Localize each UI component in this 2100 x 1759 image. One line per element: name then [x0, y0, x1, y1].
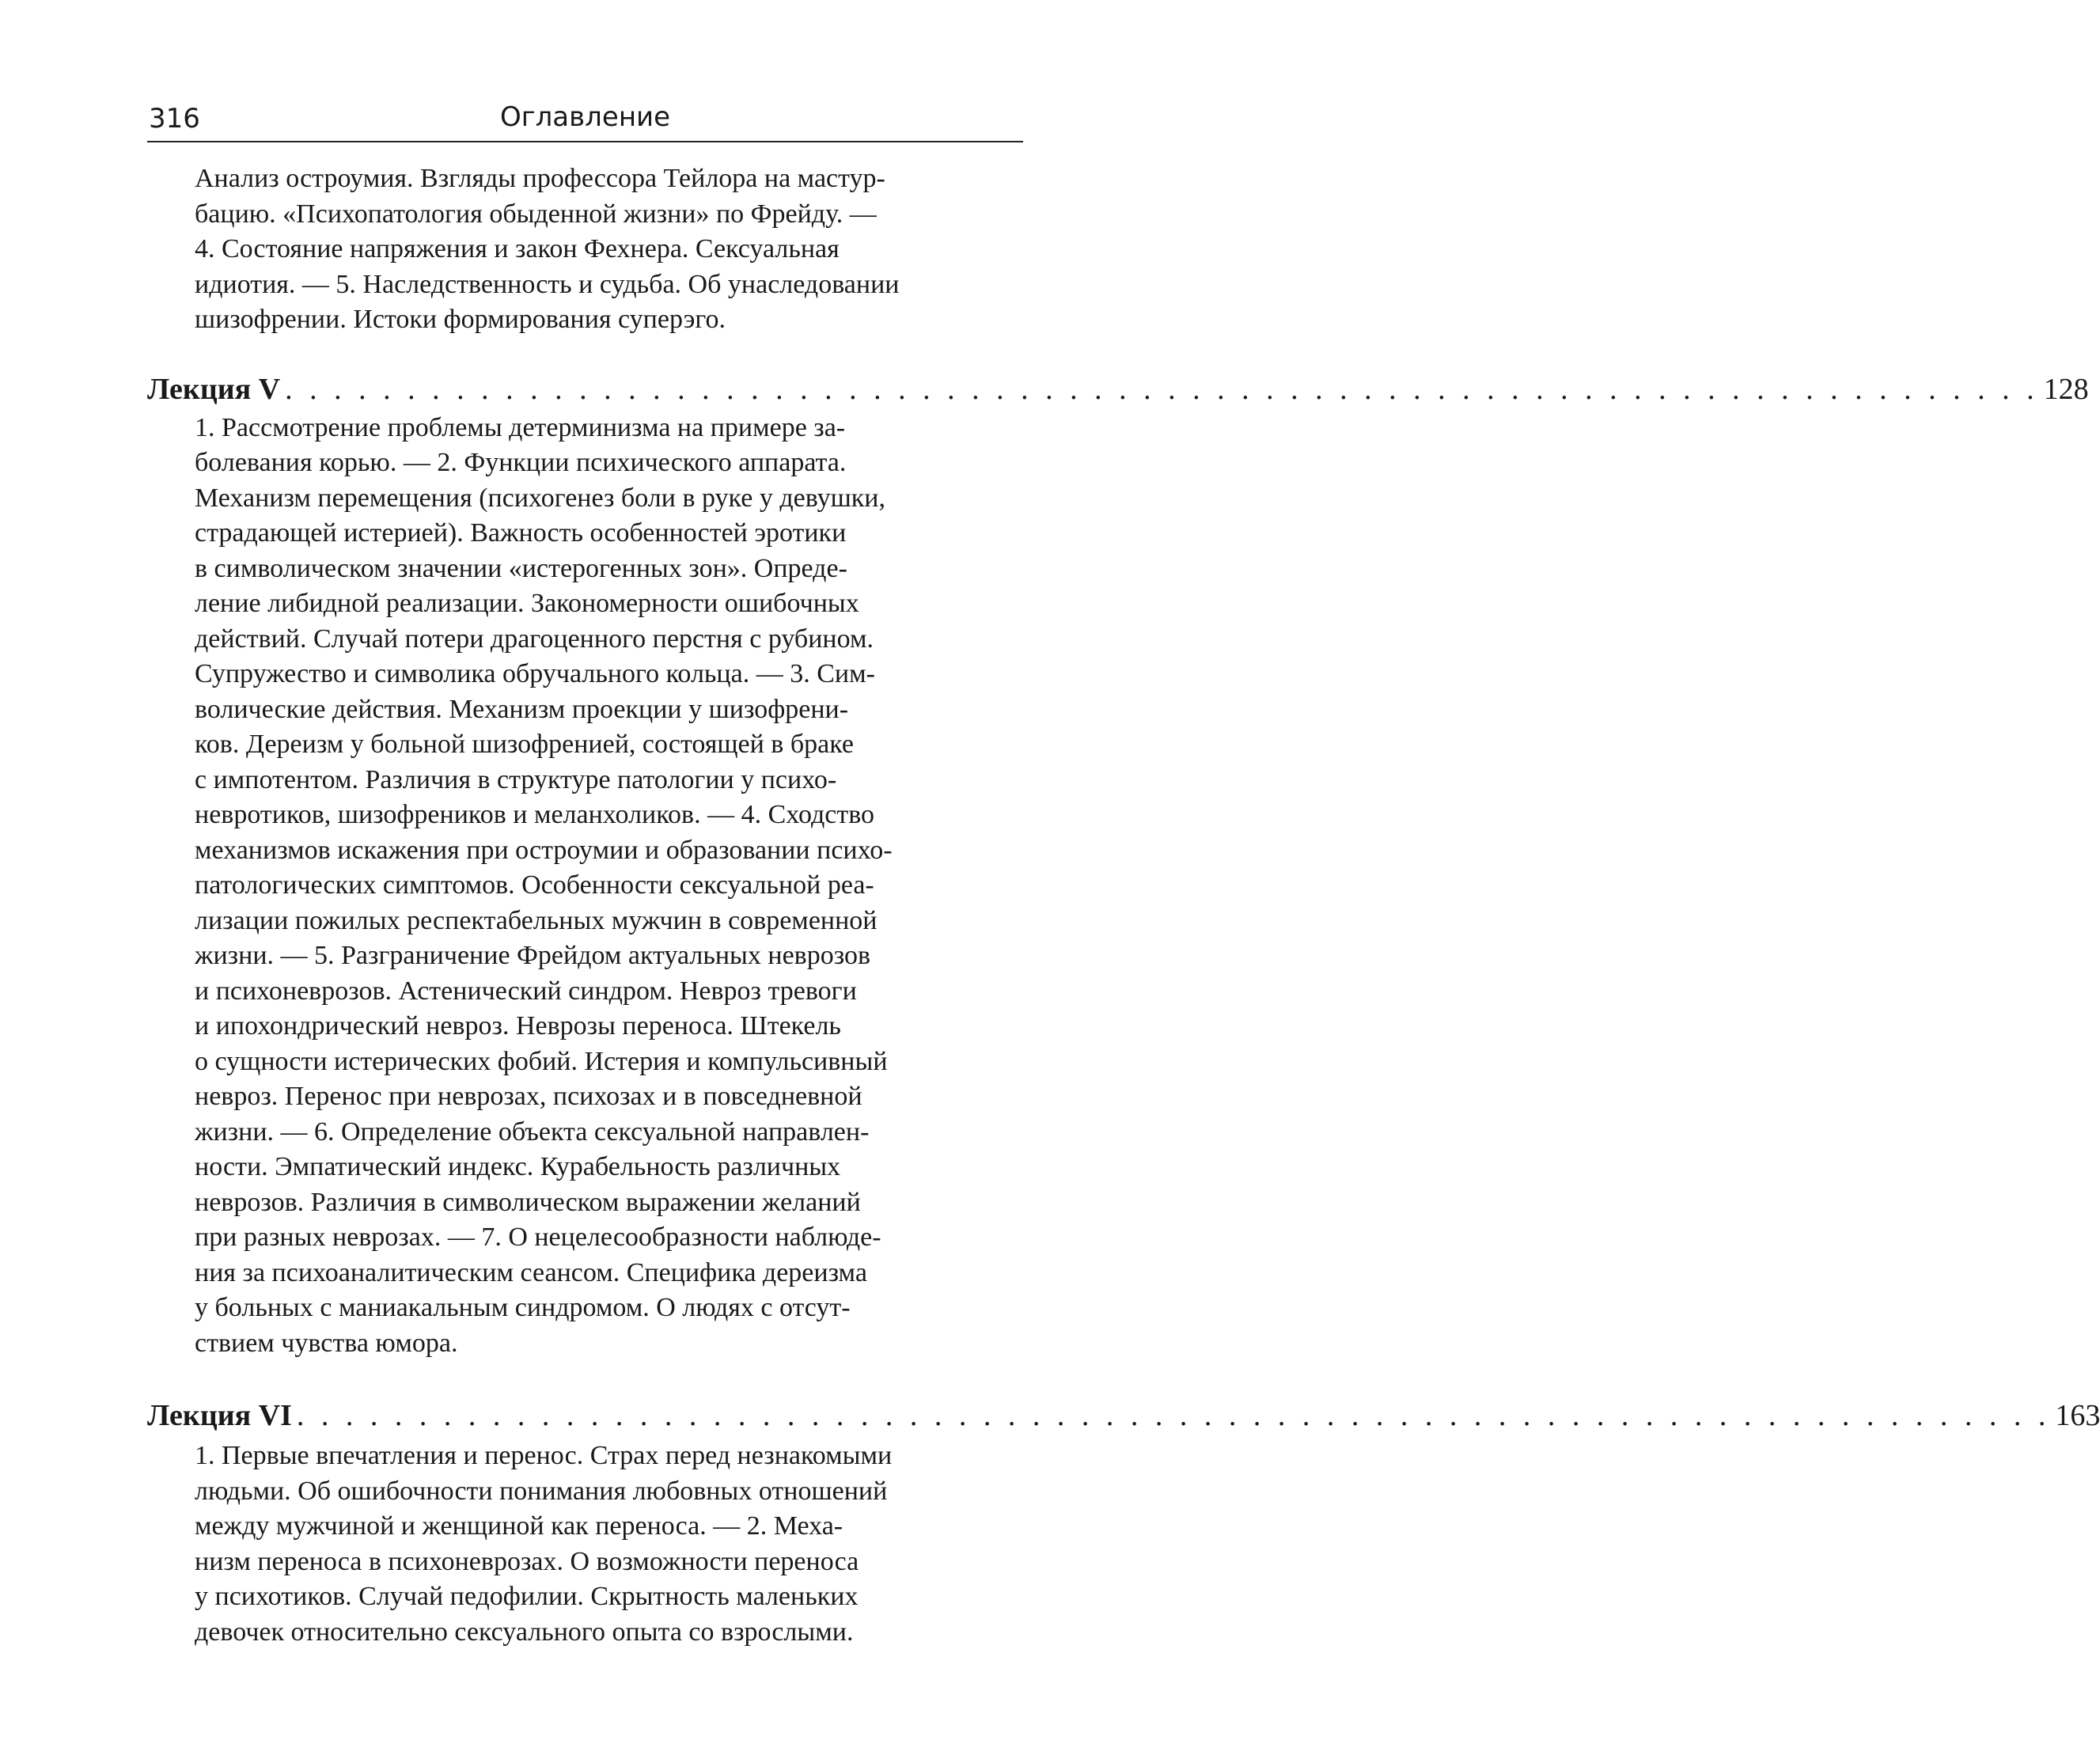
text-line: Механизм перемещения (психогенез боли в руке у девушки, — [195, 483, 885, 513]
book-page — [147, 93, 2100, 1650]
toc-entry-page: 163 — [2055, 1399, 2100, 1432]
text-line: невротиков, шизофреников и меланхоликов. — 4. Сходство — [195, 800, 875, 829]
text-line: бацию. «Психопатология обыденной жизни» по Фрейду. — — [195, 199, 877, 229]
running-title: Оглавление — [499, 101, 671, 133]
running-header — [147, 93, 1023, 142]
text-line: в символическом значении «истерогенных зон». Опреде- — [195, 553, 847, 583]
text-line: ния за психоаналитическим сеансом. Специфика дереизма — [195, 1257, 867, 1287]
text-line: страдающей истерией). Важность особенностей эротики — [195, 518, 847, 548]
text-line: девочек относительно сексуального опыта со взрослыми. — [195, 1617, 854, 1647]
text-line: и ипохондрический невроз. Неврозы переноса. Штекель — [195, 1011, 841, 1041]
text-line: действий. Случай потери драгоценного перстня с рубином. — [195, 624, 874, 654]
text-line: неврозов. Различия в символическом выражении желаний — [195, 1187, 861, 1217]
text-line: о сущности истерических фобий. Истерия и компульсивный — [195, 1046, 888, 1076]
text-line: 1. Первые впечатления и перенос. Страх перед незнакомыми — [195, 1441, 893, 1470]
text-line: механизмов искажения при остроумии и образовании психо- — [195, 835, 893, 865]
lecture-5-summary — [195, 411, 946, 1362]
text-line: у больных с маниакальным синдромом. О людях с отсут- — [195, 1293, 851, 1322]
text-line: невроз. Перенос при неврозах, психозах и в повседневной — [195, 1082, 862, 1111]
text-line: между мужчиной и женщиной как переноса. — 2. Меха- — [195, 1511, 843, 1541]
text-line: жизни. — 6. Определение объекта сексуальной направлен- — [195, 1116, 870, 1147]
lecture-6-summary — [195, 1439, 946, 1650]
dot-leader: . . . . . . . . . . . . . . . . . . . . . . . . . . . . . . . . . . . . . . . . . . . . . . . . . . . . . . . . . . . . . . . . . . . . . . . . — [285, 372, 2039, 406]
text-line: ков. Дереизм у больной шизофренией, состоящей в браке — [195, 730, 855, 759]
text-line: лизации пожилых респектабельных мужчин в современной — [195, 905, 878, 935]
toc-entry-lecture-5[interactable] — [147, 370, 2089, 409]
text-line: 4. Состояние напряжения и закон Фехнера. Сексуальная — [195, 234, 840, 263]
text-line: шизофрении. Истоки формирования суперэго. — [195, 305, 726, 334]
toc-entry-title: Лекция VI — [147, 1399, 292, 1432]
text-line: 1. Рассмотрение проблемы детерминизма на примере за- — [195, 412, 846, 442]
toc-entry-title: Лекция V — [147, 372, 281, 406]
text-line: Анализ остроумия. Взгляды профессора Тейлора на мастур- — [195, 164, 885, 193]
intro-paragraph — [195, 161, 946, 338]
text-line: жизни. — 5. Разграничение Фрейдом актуальных неврозов — [195, 941, 871, 970]
text-line: с импотентом. Различия в структуре патологии у психо- — [195, 764, 837, 794]
text-line: Супружество и символика обручального кольца. — 3. Сим- — [195, 659, 875, 688]
text-line: идиотия. — 5. Наследственность и судьба. Об унаследовании — [195, 269, 900, 299]
text-line: болевания корью. — 2. Функции психического аппарата. — [195, 448, 847, 477]
text-line: у психотиков. Случай педофилии. Скрытность маленьких — [195, 1582, 859, 1611]
toc-entry-lecture-6[interactable] — [147, 1396, 2100, 1435]
text-line: ности. Эмпатический индекс. Курабельность различных — [195, 1152, 841, 1181]
text-line: волические действия. Механизм проекции у шизофрени- — [195, 694, 849, 724]
text-line: людьми. Об ошибочности понимания любовных отношений — [195, 1476, 888, 1506]
text-line: и психоневрозов. Астенический синдром. Невроз тревоги — [195, 976, 857, 1006]
text-line: низм переноса в психоневрозах. О возможности переноса — [195, 1546, 859, 1576]
text-line: патологических симптомов. Особенности сексуальной реа- — [195, 870, 874, 900]
toc-entry-page: 128 — [2043, 372, 2089, 406]
page-number: 316 — [149, 103, 200, 135]
text-line: при разных неврозах. — 7. О нецелесообразности наблюде- — [195, 1223, 881, 1252]
text-line: ствием чувства юмора. — [195, 1328, 458, 1358]
text-line: ление либидной реализации. Закономерности ошибочных — [195, 589, 859, 618]
dot-leader: . . . . . . . . . . . . . . . . . . . . . . . . . . . . . . . . . . . . . . . . . . . . . . . . . . . . . . . . . . . . . . . . . . . . . . . . — [296, 1399, 2051, 1432]
